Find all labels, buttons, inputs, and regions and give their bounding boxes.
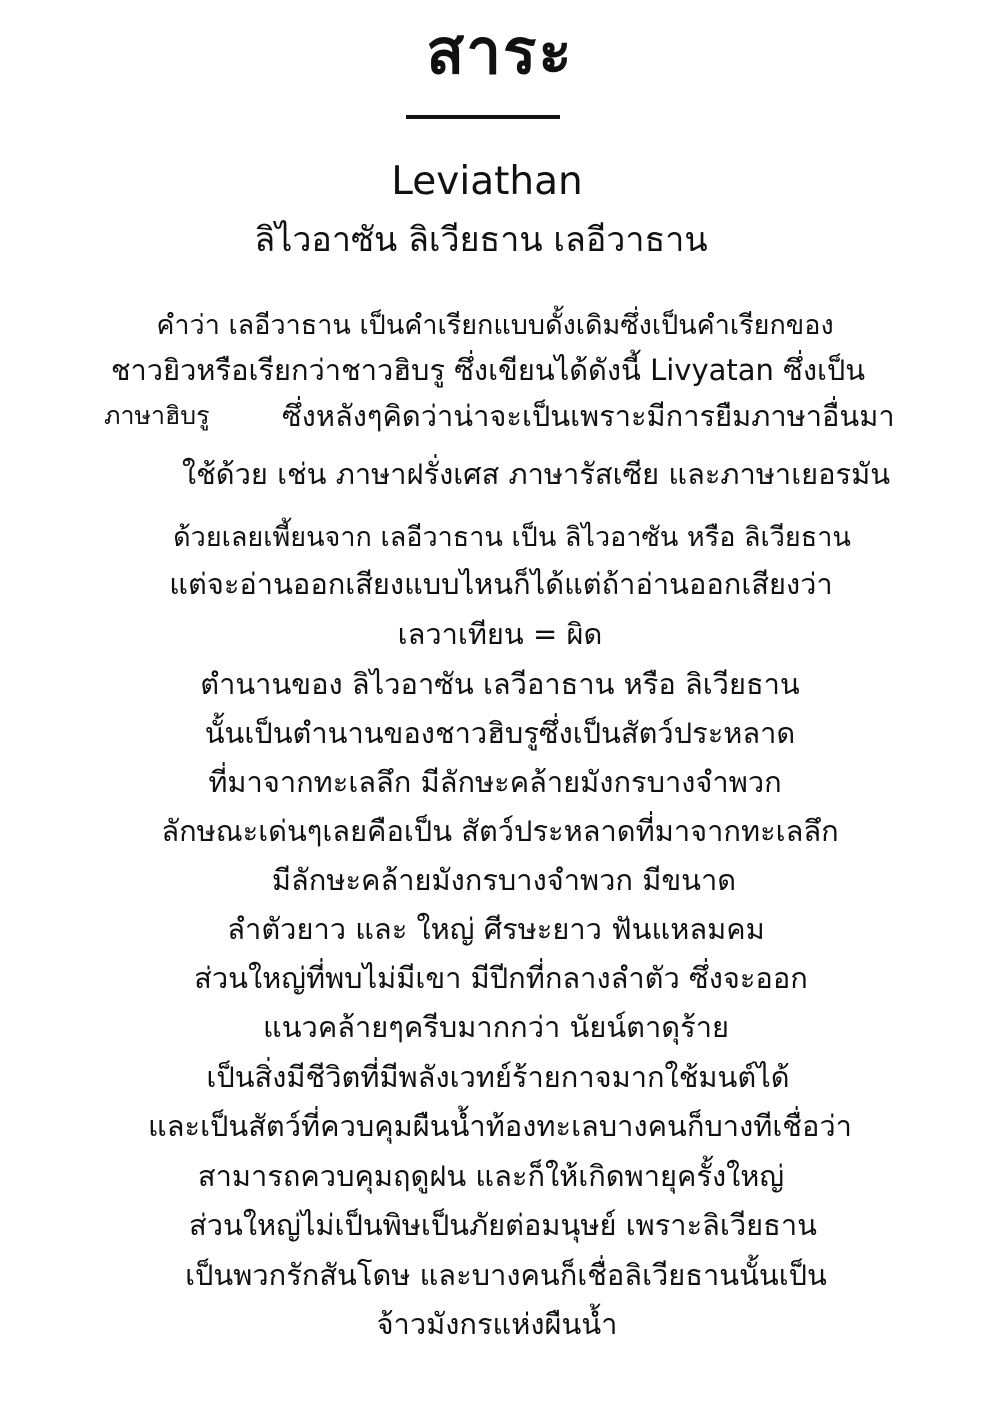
- body-line-6: ลักษณะเด่นๆเลยคือเป็น สัตว์ประหลาดที่มาจากทะเลลึก: [161, 814, 839, 848]
- intro-line-2: ชาวยิวหรือเรียกว่าชาวฮิบรู ซึ่งเขียนได้ดังนี้ Livyatan ซึ่งเป็น: [110, 353, 866, 387]
- body-line-10: แนวคล้ายๆครีบมากกว่า นัยน์ตาดุร้าย: [263, 1010, 729, 1044]
- body-line-7: มีลักษะคล้ายมังกรบางจำพวก มีขนาด: [271, 863, 737, 897]
- intro-line-4: ใช้ด้วย เช่น ภาษาฝรั่งเศส ภาษารัสเซีย และภาษาเยอรมัน: [181, 457, 891, 491]
- body-line-3: ตำนานของ ลิไวอาซัน เลวีอาธาน หรือ ลิเวียธาน: [200, 667, 800, 701]
- body-line-14: ส่วนใหญ่ไม่เป็นพิษเป็นภัยต่อมนุษย์ เพราะลิเวียธาน: [189, 1208, 817, 1242]
- intro-line-3b: ซึ่งหลังๆคิดว่าน่าจะเป็นเพราะมีการยืมภาษาอื่นมา: [282, 399, 895, 433]
- body-line-4: นั้นเป็นตำนานของชาวฮิบรูซึ่งเป็นสัตว์ประหลาด: [204, 716, 796, 750]
- intro-line-1: คำว่า เลอีวาธาน เป็นคำเรียกแบบดั้งเดิมซึ่งเป็นคำเรียกของ: [156, 310, 834, 341]
- subtitle-english: Leviathan: [391, 159, 583, 204]
- intro-line-3a: ภาษาฮิบรู: [104, 401, 210, 430]
- body-line-15: เป็นพวกรักสันโดษ และบางคนก็เชื่อลิเวียธานนั้นเป็น: [185, 1258, 827, 1292]
- body-line-11: เป็นสิ่งมีชีวิตที่มีพลังเวทย์ร้ายกาจมากใช้มนต์ได้: [206, 1060, 790, 1094]
- body-line-8: ลำตัวยาว และ ใหญ่ ศีรษะยาว ฟันแหลมคม: [227, 912, 765, 946]
- body-line-12: และเป็นสัตว์ที่ควบคุมผืนน้ำท้องทะเลบางคนก็บางทีเชื่อว่า: [148, 1109, 852, 1143]
- body-line-13: สามารถควบคุมฤดูฝน และก็ให้เกิดพายุครั้งใหญ่: [197, 1159, 785, 1193]
- body-line-1: แต่จะอ่านออกเสียงแบบไหนก็ได้แต่ถ้าอ่านออกเสียงว่า: [169, 567, 833, 601]
- body-line-16: จ้าวมังกรแห่งผืนน้ำ: [376, 1307, 618, 1341]
- subtitle-thai-names: ลิไวอาซัน ลิเวียธาน เลอีวาธาน: [254, 220, 708, 260]
- page-title: สาระ: [426, 15, 574, 88]
- body-line-2: เลวาเทียน = ผิด: [397, 617, 603, 651]
- body-line-5: ที่มาจากทะเลลึก มีลักษะคล้ายมังกรบางจำพวก: [208, 765, 782, 799]
- intro-line-5: ด้วยเลยเพี้ยนจาก เลอีวาธาน เป็น ลิไวอาซัน หรือ ลิเวียธาน: [173, 522, 851, 553]
- title-underline: [406, 115, 560, 119]
- body-line-9: ส่วนใหญ่ที่พบไม่มีเขา มีปีกที่กลางลำตัว ซึ่งจะออก: [194, 961, 808, 995]
